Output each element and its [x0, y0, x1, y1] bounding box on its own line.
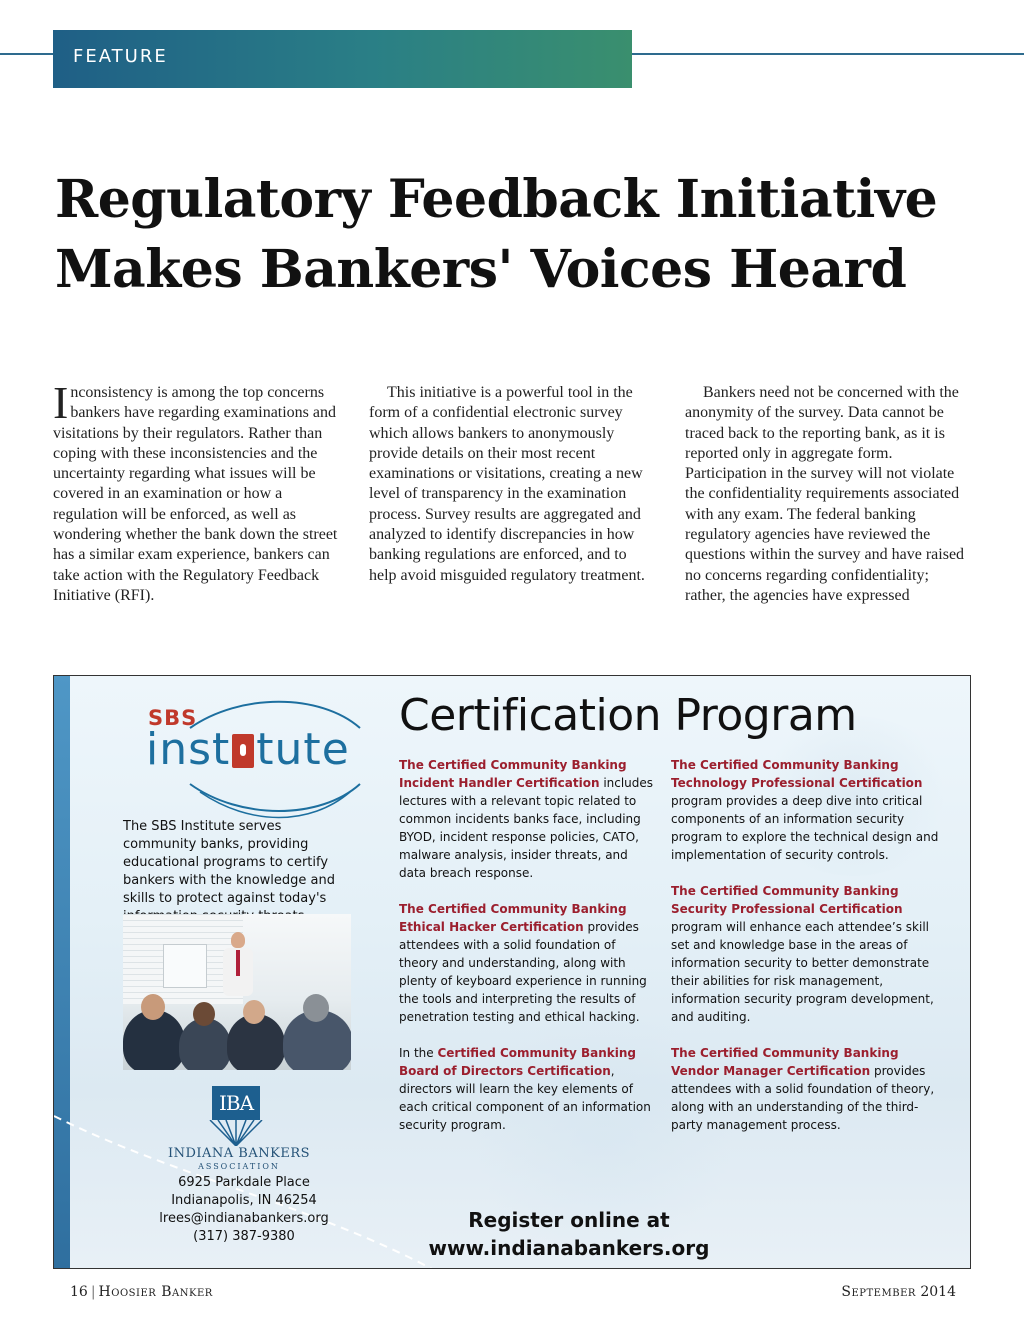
page-number: 16 — [70, 1284, 88, 1300]
column-1-text: nconsistency is among the top concerns bankers have regarding examinations and visitations by their regulators. Rather than coping with these inconsistencies and the uncertainty regarding what issues will be covered in an examination or how a regulation will be enforced, as well as wondering whether the bank down the street has a similar exam experience, bankers can take action with the Regulatory Feedback Initiative (RFI). — [53, 384, 338, 604]
sbs-intro-text: The SBS Institute serves community banks, providing educational programs to certify bankers with the knowledge and skills to protect against today's — [123, 819, 336, 906]
cert-name: The Certified Community Banking Vendor Manager Certification — [671, 1046, 899, 1078]
cert-security-professional — [671, 882, 941, 1026]
cert-name: The Certified Community Banking Technology Professional Certification — [671, 758, 923, 790]
drop-cap: I — [53, 377, 69, 428]
footer-separator: | — [90, 1284, 96, 1300]
register-url-link[interactable]: www.indianabankers.org — [428, 1236, 710, 1260]
contact-email[interactable]: lrees@indianabankers.org — [159, 1211, 329, 1226]
indiana-bankers-logo — [164, 1086, 314, 1171]
sbs-institute-logo — [140, 698, 360, 798]
cert-description: program provides a deep dive into critical components of an information security program to explore the technical design and implementation of security controls. — [671, 794, 939, 862]
certification-advertisement — [53, 675, 971, 1269]
logo-institute-prefix: inst — [146, 724, 231, 775]
certifications-left-column — [399, 756, 654, 1152]
article-column-1 — [53, 377, 338, 606]
iba-monogram: IBA — [212, 1086, 260, 1120]
cert-description: , directors will learn the key elements of each critical component of an information security program. — [399, 1064, 651, 1132]
article-column-2 — [369, 383, 654, 586]
certifications-right-column — [671, 756, 941, 1152]
section-banner — [53, 30, 632, 88]
cert-board-of-directors: In the Certified Community Banking Board of Directors Certification, directors will learn the key elements of each critical component of an information security program. — [399, 1046, 651, 1132]
ad-title: Certification Program — [399, 690, 857, 741]
footer-issue-date — [841, 1284, 956, 1300]
title-line-1: Regulatory Feedback Initiative — [55, 169, 938, 230]
publication-name: Hoosier Banker — [98, 1284, 213, 1300]
address-line-2: Indianapolis, IN 46254 — [171, 1193, 317, 1208]
logo-institute-text — [146, 724, 350, 775]
logo-sbs-text: SBS — [148, 706, 198, 730]
cert-name: The Certified Community Banking Security Professional Certification — [671, 884, 903, 916]
cert-name: Certified Community Banking Board of Directors Certification — [399, 1046, 636, 1078]
contact-phone: (317) 387-9380 — [193, 1229, 295, 1244]
logo-institute-suffix: tute — [256, 724, 350, 775]
iba-association: ASSOCIATION — [198, 1162, 280, 1171]
lock-icon — [232, 734, 254, 768]
column-2-text: This initiative is a powerful tool in the form of a confidential electronic survey which allows bankers to anonymously provide details on their most recent examinations or visitations, creating a new level of transparency in the examination process. Survey results are aggregated and analyzed to identify discrepancies in how banking regulations are enforced, and to help avoid misguided regulatory treatment. — [369, 384, 645, 584]
register-text: Register online at — [468, 1208, 670, 1232]
article-title — [55, 165, 955, 305]
footer-folio — [70, 1284, 213, 1300]
title-line-2: Makes Bankers' Voices Heard — [55, 239, 907, 300]
training-classroom-photo — [123, 914, 351, 1070]
column-3-text: Bankers need not be concerned with the anonymity of the survey. Data cannot be traced back to the reporting bank, as it is reported only in aggregate form. Participation in the survey will not violate the confidentiality requirements associated with any exam. The federal banking regulatory agencies have reviewed the questions within the survey and have raised no concerns regarding confidentiality; rather, the agencies have expressed — [685, 384, 965, 604]
address-line-1: 6925 Parkdale Place — [178, 1175, 310, 1190]
issue-month: September — [841, 1284, 916, 1300]
contact-info — [144, 1174, 344, 1246]
article-column-3 — [685, 383, 970, 606]
cert-vendor-manager — [671, 1044, 941, 1134]
cert-name: The Certified Community Banking Ethical Hacker Certification — [399, 902, 627, 934]
cert-incident-handler — [399, 756, 654, 882]
cert-description: program will enhance each attendee’s skill set and knowledge base in the areas of information security to better demonstrate their abilities for risk management, information security program development, and auditing. — [671, 920, 934, 1024]
iba-fan-icon — [208, 1120, 264, 1146]
cert-name: The Certified Community Banking Incident Handler Certification — [399, 758, 627, 790]
issue-year: 2014 — [920, 1284, 956, 1300]
cert-technology-professional — [671, 756, 941, 864]
register-callout — [404, 1206, 734, 1262]
iba-name: INDIANA BANKERS — [167, 1146, 311, 1161]
section-label: FEATURE — [73, 46, 168, 67]
cert-description: provides attendees with a solid foundation of theory, along with an understanding of the third-party management process. — [671, 1064, 935, 1132]
cert-description: includes lectures with a relevant topic related to common incidents banks face, including BYOD, incident response policies, CATO, malware analysis, insider threats, and data breach response. — [399, 776, 654, 880]
cert-description: provides attendees with a solid foundation of theory and understanding, along with plenty of keyboard experience in running the tools and interpreting the results of penetration testing and ethical hacking. — [399, 920, 647, 1024]
cert-ethical-hacker — [399, 900, 654, 1026]
